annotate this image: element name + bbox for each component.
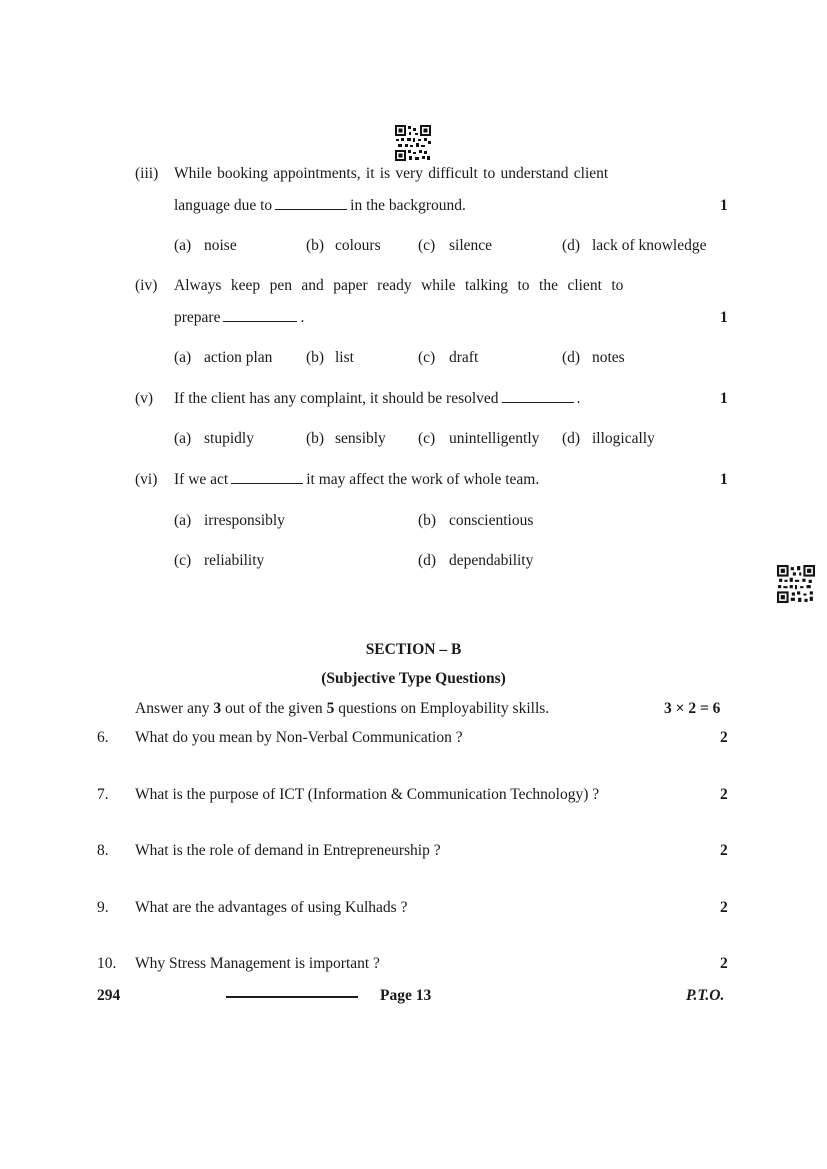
option-label: (d): [418, 552, 437, 569]
option-text: list: [335, 349, 354, 366]
option-text: stupidly: [204, 430, 254, 447]
marks: 2: [720, 729, 728, 746]
option-label: (a): [174, 512, 192, 529]
option-text: noise: [204, 237, 237, 254]
option-label: (c): [418, 237, 436, 254]
footer-divider: [226, 996, 358, 998]
fill-in-blank: [223, 320, 297, 322]
question-number: (iv): [135, 277, 158, 294]
question-text: While booking appointments, it is very difficult to understand client: [174, 165, 609, 182]
option-text: unintelligently: [449, 430, 540, 447]
marks: 1: [720, 471, 728, 488]
option-text: notes: [592, 349, 625, 366]
qr-code-icon-side: [777, 565, 815, 603]
option-label: (c): [174, 552, 192, 569]
instruction-marks: 3 × 2 = 6: [664, 700, 721, 717]
option-label: (b): [306, 237, 325, 254]
option-label: (d): [562, 430, 581, 447]
marks: 2: [720, 842, 728, 859]
option-label: (b): [418, 512, 437, 529]
fill-in-blank: [275, 208, 347, 210]
option-text: conscientious: [449, 512, 534, 529]
question-number: (v): [135, 390, 154, 407]
question-text: If the client has any complaint, it should be resolved .: [174, 390, 581, 407]
marks: 2: [720, 786, 728, 803]
question-number: 7.: [97, 786, 109, 803]
option-label: (b): [306, 430, 325, 447]
option-label: (a): [174, 430, 192, 447]
section-subtitle: (Subjective Type Questions): [321, 670, 506, 687]
option-label: (a): [174, 237, 192, 254]
section-title: SECTION – B: [365, 641, 462, 658]
option-text: lack of knowledge: [592, 237, 707, 254]
option-text: illogically: [592, 430, 655, 447]
option-label: (d): [562, 237, 581, 254]
question-number: 6.: [97, 729, 109, 746]
question-number: 10.: [97, 955, 117, 972]
fill-in-blank: [502, 401, 574, 403]
question-number: 8.: [97, 842, 109, 859]
marks: 1: [720, 309, 728, 326]
instruction-text: Answer any 3 out of the given 5 questions on Employability skills.: [135, 700, 550, 717]
page-number: Page 13: [380, 987, 432, 1004]
option-text: sensibly: [335, 430, 386, 447]
option-label: (b): [306, 349, 325, 366]
option-text: colours: [335, 237, 381, 254]
question-number: 9.: [97, 899, 109, 916]
question-text-line2: language due to in the background.: [174, 197, 466, 214]
option-text: action plan: [204, 349, 273, 366]
option-label: (d): [562, 349, 581, 366]
pto-label: P.T.O.: [686, 987, 725, 1004]
option-text: draft: [449, 349, 479, 366]
question-text: Why Stress Management is important ?: [135, 955, 380, 972]
question-number: (vi): [135, 471, 158, 488]
question-number: (iii): [135, 165, 159, 182]
option-label: (c): [418, 349, 436, 366]
question-text: What are the advantages of using Kulhads ?: [135, 899, 408, 916]
marks: 2: [720, 899, 728, 916]
fill-in-blank: [231, 482, 303, 484]
marks: 2: [720, 955, 728, 972]
question-text: What is the purpose of ICT (Information & Communication Technology) ?: [135, 786, 600, 803]
qr-code-icon-top: [395, 125, 431, 161]
question-text-line2: prepare .: [174, 309, 305, 326]
option-text: silence: [449, 237, 493, 254]
marks: 1: [720, 390, 728, 407]
question-text: If we act it may affect the work of whole team.: [174, 471, 540, 488]
question-text: What is the role of demand in Entrepreneurship ?: [135, 842, 441, 859]
option-text: irresponsibly: [204, 512, 285, 529]
paper-code: 294: [97, 987, 121, 1004]
marks: 1: [720, 197, 728, 214]
question-text: Always keep pen and paper ready while talking to the client to: [174, 277, 624, 294]
question-text: What do you mean by Non-Verbal Communication ?: [135, 729, 463, 746]
option-text: reliability: [204, 552, 265, 569]
option-label: (c): [418, 430, 436, 447]
option-text: dependability: [449, 552, 534, 569]
option-label: (a): [174, 349, 192, 366]
